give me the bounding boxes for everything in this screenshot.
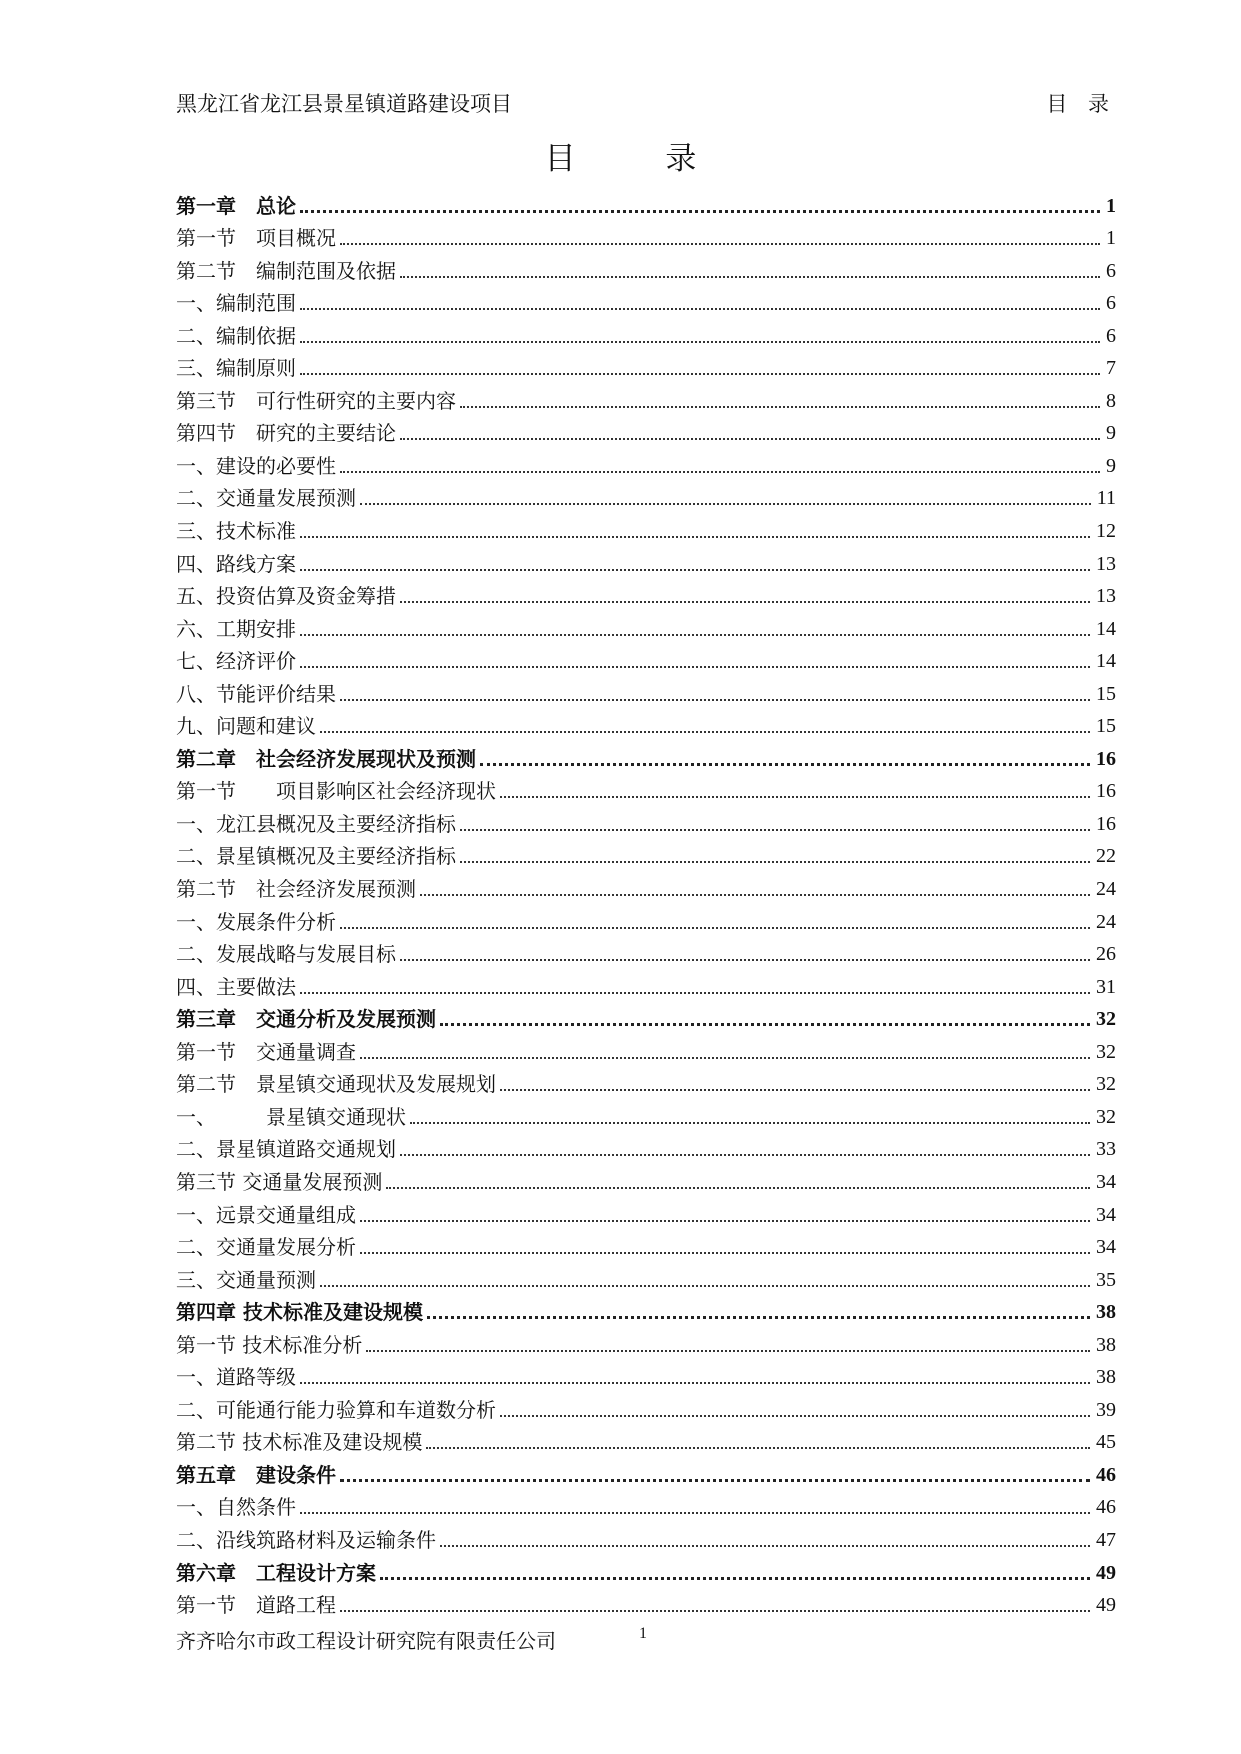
toc-entry-item[interactable]	[176, 1227, 1116, 1260]
toc-entry-item[interactable]	[176, 706, 1116, 739]
toc-entry-item[interactable]	[176, 901, 1116, 934]
toc-entry-item[interactable]	[176, 1357, 1116, 1390]
toc-entry-label: 第一节 交通量调查	[176, 1039, 356, 1064]
toc-entry-label: 第三节 可行性研究的主要内容	[176, 388, 456, 413]
toc-entry-item[interactable]	[176, 934, 1116, 967]
toc-entry-page-number: 47	[1096, 1528, 1116, 1551]
toc-entry-label: 第一节 项目影响区社会经济现状	[176, 779, 496, 804]
toc-entry-page-number: 6	[1106, 324, 1116, 347]
toc-entry-label: 五、投资估算及资金筹措	[176, 584, 396, 609]
toc-entry-item[interactable]	[176, 641, 1116, 674]
toc-entry-chapter[interactable]	[176, 1552, 1116, 1585]
toc-entry-label: 七、经济评价	[176, 649, 296, 674]
toc-entry-page-number: 7	[1106, 357, 1116, 380]
toc-entry-label: 第二章 社会经济发展现状及预测	[176, 746, 476, 771]
toc-entry-label: 三、交通量预测	[176, 1267, 316, 1292]
toc-entry-page-number: 32	[1096, 1008, 1116, 1031]
toc-entry-page-number: 6	[1106, 292, 1116, 315]
toc-entry-item[interactable]	[176, 1389, 1116, 1422]
toc-entry-section[interactable]	[176, 1324, 1116, 1357]
toc-entry-section[interactable]	[176, 1031, 1116, 1064]
toc-entry-label: 第一章 总论	[176, 193, 296, 218]
toc-dot-leader	[340, 243, 1100, 245]
toc-entry-section[interactable]	[176, 218, 1116, 251]
toc-dot-leader	[400, 601, 1090, 603]
toc-entry-item[interactable]	[176, 543, 1116, 576]
toc-entry-page-number: 32	[1096, 1040, 1116, 1063]
toc-entry-page-number: 31	[1096, 975, 1116, 998]
toc-entry-item[interactable]	[176, 803, 1116, 836]
toc-entry-page-number: 39	[1096, 1398, 1116, 1421]
toc-entry-page-number: 24	[1096, 878, 1116, 901]
toc-entry-section[interactable]	[176, 1585, 1116, 1618]
toc-entry-label: 一、发展条件分析	[176, 909, 336, 934]
toc-entry-label: 第一节 道路工程	[176, 1593, 336, 1618]
toc-entry-label: 八、节能评价结果	[176, 681, 336, 706]
toc-entry-page-number: 38	[1096, 1301, 1116, 1324]
toc-dot-leader	[320, 1285, 1090, 1287]
toc-entry-label: 第二节 社会经济发展预测	[176, 877, 416, 902]
toc-dot-leader	[480, 763, 1090, 766]
toc-entry-page-number: 13	[1096, 585, 1116, 608]
toc-entry-label: 九、问题和建议	[176, 714, 316, 739]
toc-entry-chapter[interactable]	[176, 1292, 1116, 1325]
toc-entry-label: 二、景星镇概况及主要经济指标	[176, 844, 456, 869]
toc-dot-leader	[386, 1187, 1090, 1189]
toc-entry-section[interactable]	[176, 380, 1116, 413]
toc-dot-leader	[340, 1479, 1090, 1482]
toc-entry-label: 三、编制原则	[176, 356, 296, 381]
toc-entry-section[interactable]	[176, 1064, 1116, 1097]
toc-entry-section[interactable]	[176, 1422, 1116, 1455]
toc-dot-leader	[300, 373, 1100, 375]
toc-entry-label: 二、交通量发展分析	[176, 1235, 356, 1260]
toc-dot-leader	[460, 861, 1090, 863]
toc-entry-item[interactable]	[176, 315, 1116, 348]
running-header	[176, 88, 1116, 120]
toc-dot-leader	[340, 471, 1100, 473]
toc-entry-page-number: 46	[1096, 1496, 1116, 1519]
toc-dot-leader	[460, 829, 1090, 831]
toc-entry-page-number: 49	[1096, 1561, 1116, 1584]
toc-entry-label: 二、沿线筑路材料及运输条件	[176, 1527, 436, 1552]
toc-entry-item[interactable]	[176, 836, 1116, 869]
toc-entry-section[interactable]	[176, 868, 1116, 901]
toc-dot-leader	[426, 1447, 1090, 1449]
toc-entry-label: 第一节 技术标准分析	[176, 1332, 363, 1357]
toc-entry-page-number: 16	[1096, 780, 1116, 803]
toc-entry-page-number: 1	[1106, 227, 1116, 250]
toc-entry-page-number: 14	[1096, 650, 1116, 673]
toc-entry-page-number: 9	[1106, 422, 1116, 445]
toc-entry-page-number: 16	[1096, 812, 1116, 835]
toc-entry-item[interactable]	[176, 283, 1116, 316]
toc-entry-page-number: 49	[1096, 1594, 1116, 1617]
toc-entry-page-number: 6	[1106, 259, 1116, 282]
toc-entry-item[interactable]	[176, 1194, 1116, 1227]
toc-entry-chapter[interactable]	[176, 185, 1116, 218]
toc-dot-leader	[440, 1023, 1090, 1026]
toc-entry-label: 一、建设的必要性	[176, 453, 336, 478]
toc-entry-label: 六、工期安排	[176, 616, 296, 641]
footer-page-number: 1	[639, 1625, 647, 1642]
toc-entry-page-number: 34	[1096, 1203, 1116, 1226]
toc-entry-page-number: 22	[1096, 845, 1116, 868]
toc-dot-leader	[300, 1512, 1090, 1514]
toc-entry-page-number: 16	[1096, 747, 1116, 770]
footer-company-name: 齐齐哈尔市政工程设计研究院有限责任公司	[176, 1629, 556, 1653]
header-project-title: 黑龙江省龙江县景星镇道路建设项目	[176, 92, 512, 116]
toc-entry-page-number: 34	[1096, 1236, 1116, 1259]
toc-entry-page-number: 33	[1096, 1138, 1116, 1161]
toc-entry-label: 二、可能通行能力验算和车道数分析	[176, 1397, 496, 1422]
toc-entry-item[interactable]	[176, 673, 1116, 706]
toc-dot-leader	[440, 1545, 1090, 1547]
toc-entry-label: 一、编制范围	[176, 291, 296, 316]
toc-entry-page-number: 38	[1096, 1333, 1116, 1356]
toc-entry-label: 第一节 项目概况	[176, 226, 336, 251]
toc-dot-leader	[300, 569, 1090, 571]
page-title: 目 录	[544, 141, 737, 177]
toc-entry-page-number: 8	[1106, 389, 1116, 412]
toc-entry-label: 第六章 工程设计方案	[176, 1560, 376, 1585]
toc-entry-item[interactable]	[176, 510, 1116, 543]
toc-dot-leader	[300, 308, 1100, 310]
toc-entry-page-number: 11	[1096, 487, 1116, 510]
toc-entry-item[interactable]	[176, 1129, 1116, 1162]
toc-dot-leader	[300, 210, 1100, 213]
toc-entry-label: 二、景星镇道路交通规划	[176, 1137, 396, 1162]
toc-dot-leader	[500, 796, 1090, 798]
toc-entry-page-number: 13	[1096, 552, 1116, 575]
toc-entry-label: 第二节 技术标准及建设规模	[176, 1430, 423, 1455]
toc-entry-page-number: 32	[1096, 1105, 1116, 1128]
toc-entry-page-number: 46	[1096, 1463, 1116, 1486]
toc-entry-item[interactable]	[176, 445, 1116, 478]
toc-entry-item[interactable]	[176, 1519, 1116, 1552]
toc-dot-leader	[340, 699, 1090, 701]
toc-dot-leader	[360, 1057, 1090, 1059]
toc-dot-leader	[427, 1316, 1090, 1319]
toc-entry-section[interactable]	[176, 250, 1116, 283]
toc-dot-leader	[366, 1350, 1090, 1352]
toc-entry-label: 第二节 编制范围及依据	[176, 258, 396, 283]
toc-entry-label: 第四节 研究的主要结论	[176, 421, 396, 446]
toc-dot-leader	[340, 1610, 1090, 1612]
toc-entry-item[interactable]	[176, 478, 1116, 511]
toc-dot-leader	[460, 406, 1100, 408]
toc-entry-section[interactable]	[176, 413, 1116, 446]
toc-entry-section[interactable]	[176, 771, 1116, 804]
table-of-contents	[176, 185, 1116, 1617]
toc-entry-label: 一、 景星镇交通现状	[176, 1104, 406, 1129]
toc-dot-leader	[410, 1122, 1090, 1124]
toc-dot-leader	[400, 276, 1100, 278]
toc-entry-item[interactable]	[176, 1259, 1116, 1292]
toc-entry-label: 第三章 交通分析及发展预测	[176, 1007, 436, 1032]
toc-entry-page-number: 26	[1096, 943, 1116, 966]
toc-entry-label: 第五章 建设条件	[176, 1462, 336, 1487]
toc-entry-page-number: 12	[1096, 520, 1116, 543]
toc-entry-section[interactable]	[176, 1161, 1116, 1194]
toc-entry-label: 二、交通量发展预测	[176, 486, 356, 511]
toc-dot-leader	[400, 438, 1100, 440]
toc-entry-label: 二、编制依据	[176, 323, 296, 348]
toc-dot-leader	[360, 1220, 1090, 1222]
toc-dot-leader	[300, 634, 1090, 636]
toc-dot-leader	[420, 894, 1090, 896]
toc-entry-page-number: 14	[1096, 617, 1116, 640]
toc-entry-item[interactable]	[176, 1487, 1116, 1520]
toc-entry-chapter[interactable]	[176, 1454, 1116, 1487]
toc-dot-leader	[300, 1382, 1090, 1384]
toc-entry-page-number: 9	[1106, 454, 1116, 477]
toc-entry-page-number: 15	[1096, 682, 1116, 705]
toc-dot-leader	[340, 927, 1090, 929]
toc-entry-item[interactable]	[176, 966, 1116, 999]
toc-dot-leader	[500, 1415, 1090, 1417]
toc-entry-chapter[interactable]	[176, 738, 1116, 771]
toc-entry-page-number: 15	[1096, 715, 1116, 738]
header-section-label: 目 录	[1046, 92, 1116, 116]
toc-entry-label: 一、自然条件	[176, 1495, 296, 1520]
toc-entry-item[interactable]	[176, 1096, 1116, 1129]
toc-entry-label: 四、路线方案	[176, 551, 296, 576]
toc-entry-label: 三、技术标准	[176, 519, 296, 544]
toc-dot-leader	[400, 959, 1090, 961]
toc-dot-leader	[360, 503, 1091, 505]
toc-dot-leader	[300, 536, 1090, 538]
toc-entry-item[interactable]	[176, 576, 1116, 609]
toc-entry-label: 第三节 交通量发展预测	[176, 1169, 383, 1194]
toc-entry-item[interactable]	[176, 608, 1116, 641]
toc-entry-item[interactable]	[176, 348, 1116, 381]
toc-dot-leader	[300, 992, 1090, 994]
toc-entry-page-number: 1	[1106, 194, 1116, 217]
toc-entry-label: 第四章 技术标准及建设规模	[176, 1300, 423, 1325]
toc-dot-leader	[320, 731, 1090, 733]
toc-dot-leader	[360, 1252, 1090, 1254]
toc-dot-leader	[380, 1577, 1090, 1580]
toc-entry-page-number: 35	[1096, 1268, 1116, 1291]
toc-entry-label: 一、龙江县概况及主要经济指标	[176, 811, 456, 836]
toc-entry-label: 一、道路等级	[176, 1365, 296, 1390]
toc-entry-page-number: 45	[1096, 1431, 1116, 1454]
toc-entry-page-number: 32	[1096, 1073, 1116, 1096]
toc-dot-leader	[300, 341, 1100, 343]
toc-entry-page-number: 38	[1096, 1366, 1116, 1389]
toc-entry-label: 二、发展战略与发展目标	[176, 942, 396, 967]
toc-dot-leader	[300, 666, 1090, 668]
toc-dot-leader	[500, 1089, 1090, 1091]
toc-entry-page-number: 34	[1096, 1170, 1116, 1193]
toc-entry-chapter[interactable]	[176, 999, 1116, 1032]
toc-entry-label: 四、主要做法	[176, 974, 296, 999]
toc-entry-page-number: 24	[1096, 910, 1116, 933]
toc-entry-label: 一、远景交通量组成	[176, 1202, 356, 1227]
toc-dot-leader	[400, 1154, 1090, 1156]
toc-entry-label: 第二节 景星镇交通现状及发展规划	[176, 1072, 496, 1097]
